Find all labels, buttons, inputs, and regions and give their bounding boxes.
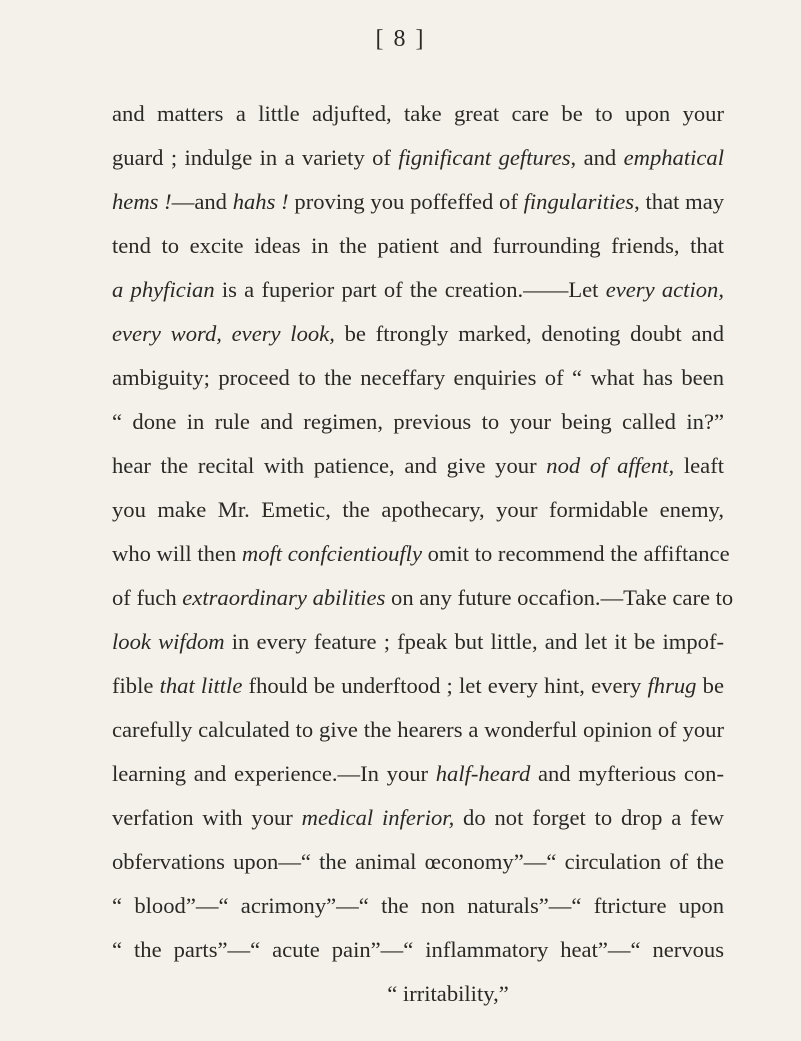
italic-run: a phyfician bbox=[112, 277, 215, 302]
text-run: leaft bbox=[674, 453, 724, 478]
text-run: do not forget to drop a few bbox=[454, 805, 724, 830]
text-run: and myfterious con- bbox=[530, 761, 724, 786]
italic-run: moft confcientioufly bbox=[241, 541, 422, 566]
text-run: “ blood”—“ acrimony”—“ the non naturals”—“ ftricture upon bbox=[112, 893, 724, 918]
italic-run: every action, bbox=[605, 277, 724, 302]
text-run: proving you poffeffed of bbox=[288, 189, 524, 214]
italic-run: hahs ! bbox=[232, 189, 289, 214]
text-line bbox=[112, 840, 724, 884]
italic-run: medical inferior, bbox=[301, 805, 455, 830]
page-number: [ 8 ] bbox=[375, 26, 426, 52]
text-run: learning and experience.—In your bbox=[112, 761, 436, 786]
italic-run: look wifdom bbox=[112, 629, 225, 654]
text-run: is a fuperior part of the creation.——Let bbox=[214, 277, 606, 302]
text-run: omit to recommend the affiftance bbox=[421, 541, 730, 566]
text-run: “ done in rule and regimen, previous to your being called in?” bbox=[112, 409, 724, 434]
text-line bbox=[112, 136, 724, 180]
text-run: fible bbox=[112, 673, 160, 698]
text-line bbox=[112, 752, 724, 796]
text-run: verfation with your bbox=[112, 805, 302, 830]
italic-run: that little bbox=[159, 673, 243, 698]
text-run: carefully calculated to give the hearers a wonderful opinion of your bbox=[112, 717, 724, 742]
italic-run: nod of affent, bbox=[546, 453, 675, 478]
text-run: obfervations upon—“ the animal œconomy”—“ circulation of the bbox=[112, 849, 724, 874]
text-line bbox=[112, 972, 724, 1016]
text-line bbox=[112, 356, 724, 400]
text-run: who will then bbox=[112, 541, 242, 566]
italic-run: hems ! bbox=[112, 189, 172, 214]
text-run: hear the recital with patience, and give your bbox=[112, 453, 547, 478]
italic-run: fignificant geftures bbox=[398, 145, 571, 170]
text-run: —and bbox=[171, 189, 233, 214]
text-line bbox=[112, 268, 724, 312]
text-line bbox=[112, 180, 724, 224]
text-run: ambiguity; proceed to the neceffary enquiries of “ what has been bbox=[112, 365, 724, 390]
text-run: be bbox=[696, 673, 724, 698]
text-run: on any future occafion.—Take care to bbox=[385, 585, 734, 610]
italic-run: half-heard bbox=[435, 761, 531, 786]
text-run: “ the parts”—“ acute pain”—“ inflammatory heat”—“ nervous bbox=[112, 937, 724, 962]
text-line bbox=[112, 576, 734, 620]
text-run: be ftrongly marked, denoting doubt and bbox=[334, 321, 724, 346]
text-line bbox=[112, 92, 724, 136]
text-line bbox=[112, 488, 724, 532]
text-line bbox=[112, 928, 724, 972]
text-run: fhould be underftood ; let every hint, every bbox=[242, 673, 648, 698]
text-run: and matters a little adjufted, take great care be to upon your bbox=[112, 101, 724, 126]
text-line bbox=[112, 532, 730, 576]
italic-run: every word, every look, bbox=[112, 321, 335, 346]
text-line bbox=[112, 708, 724, 752]
text-line bbox=[112, 224, 724, 268]
body-text bbox=[112, 92, 734, 1016]
text-run: , and bbox=[570, 145, 624, 170]
text-run: you make Mr. Emetic, the apothecary, your formidable enemy, bbox=[112, 497, 724, 522]
text-run: guard ; indulge in a variety of bbox=[112, 145, 399, 170]
text-line bbox=[112, 796, 724, 840]
italic-run: fhrug bbox=[647, 673, 697, 698]
italic-run: extraordinary abilities bbox=[182, 585, 386, 610]
text-run: , that may bbox=[634, 189, 725, 214]
text-line bbox=[112, 312, 724, 356]
text-line bbox=[112, 884, 724, 928]
text-line bbox=[112, 664, 724, 708]
text-run: of fuch bbox=[112, 585, 183, 610]
text-run: “ irritability,” bbox=[387, 981, 509, 1006]
text-line bbox=[112, 400, 724, 444]
text-run: tend to excite ideas in the patient and furrounding friends, that bbox=[112, 233, 724, 258]
italic-run: fingularities bbox=[523, 189, 635, 214]
text-line bbox=[112, 444, 724, 488]
italic-run: emphatical bbox=[623, 145, 724, 170]
text-run: in every feature ; fpeak but little, and let it be impof- bbox=[224, 629, 724, 654]
text-line bbox=[112, 620, 724, 664]
